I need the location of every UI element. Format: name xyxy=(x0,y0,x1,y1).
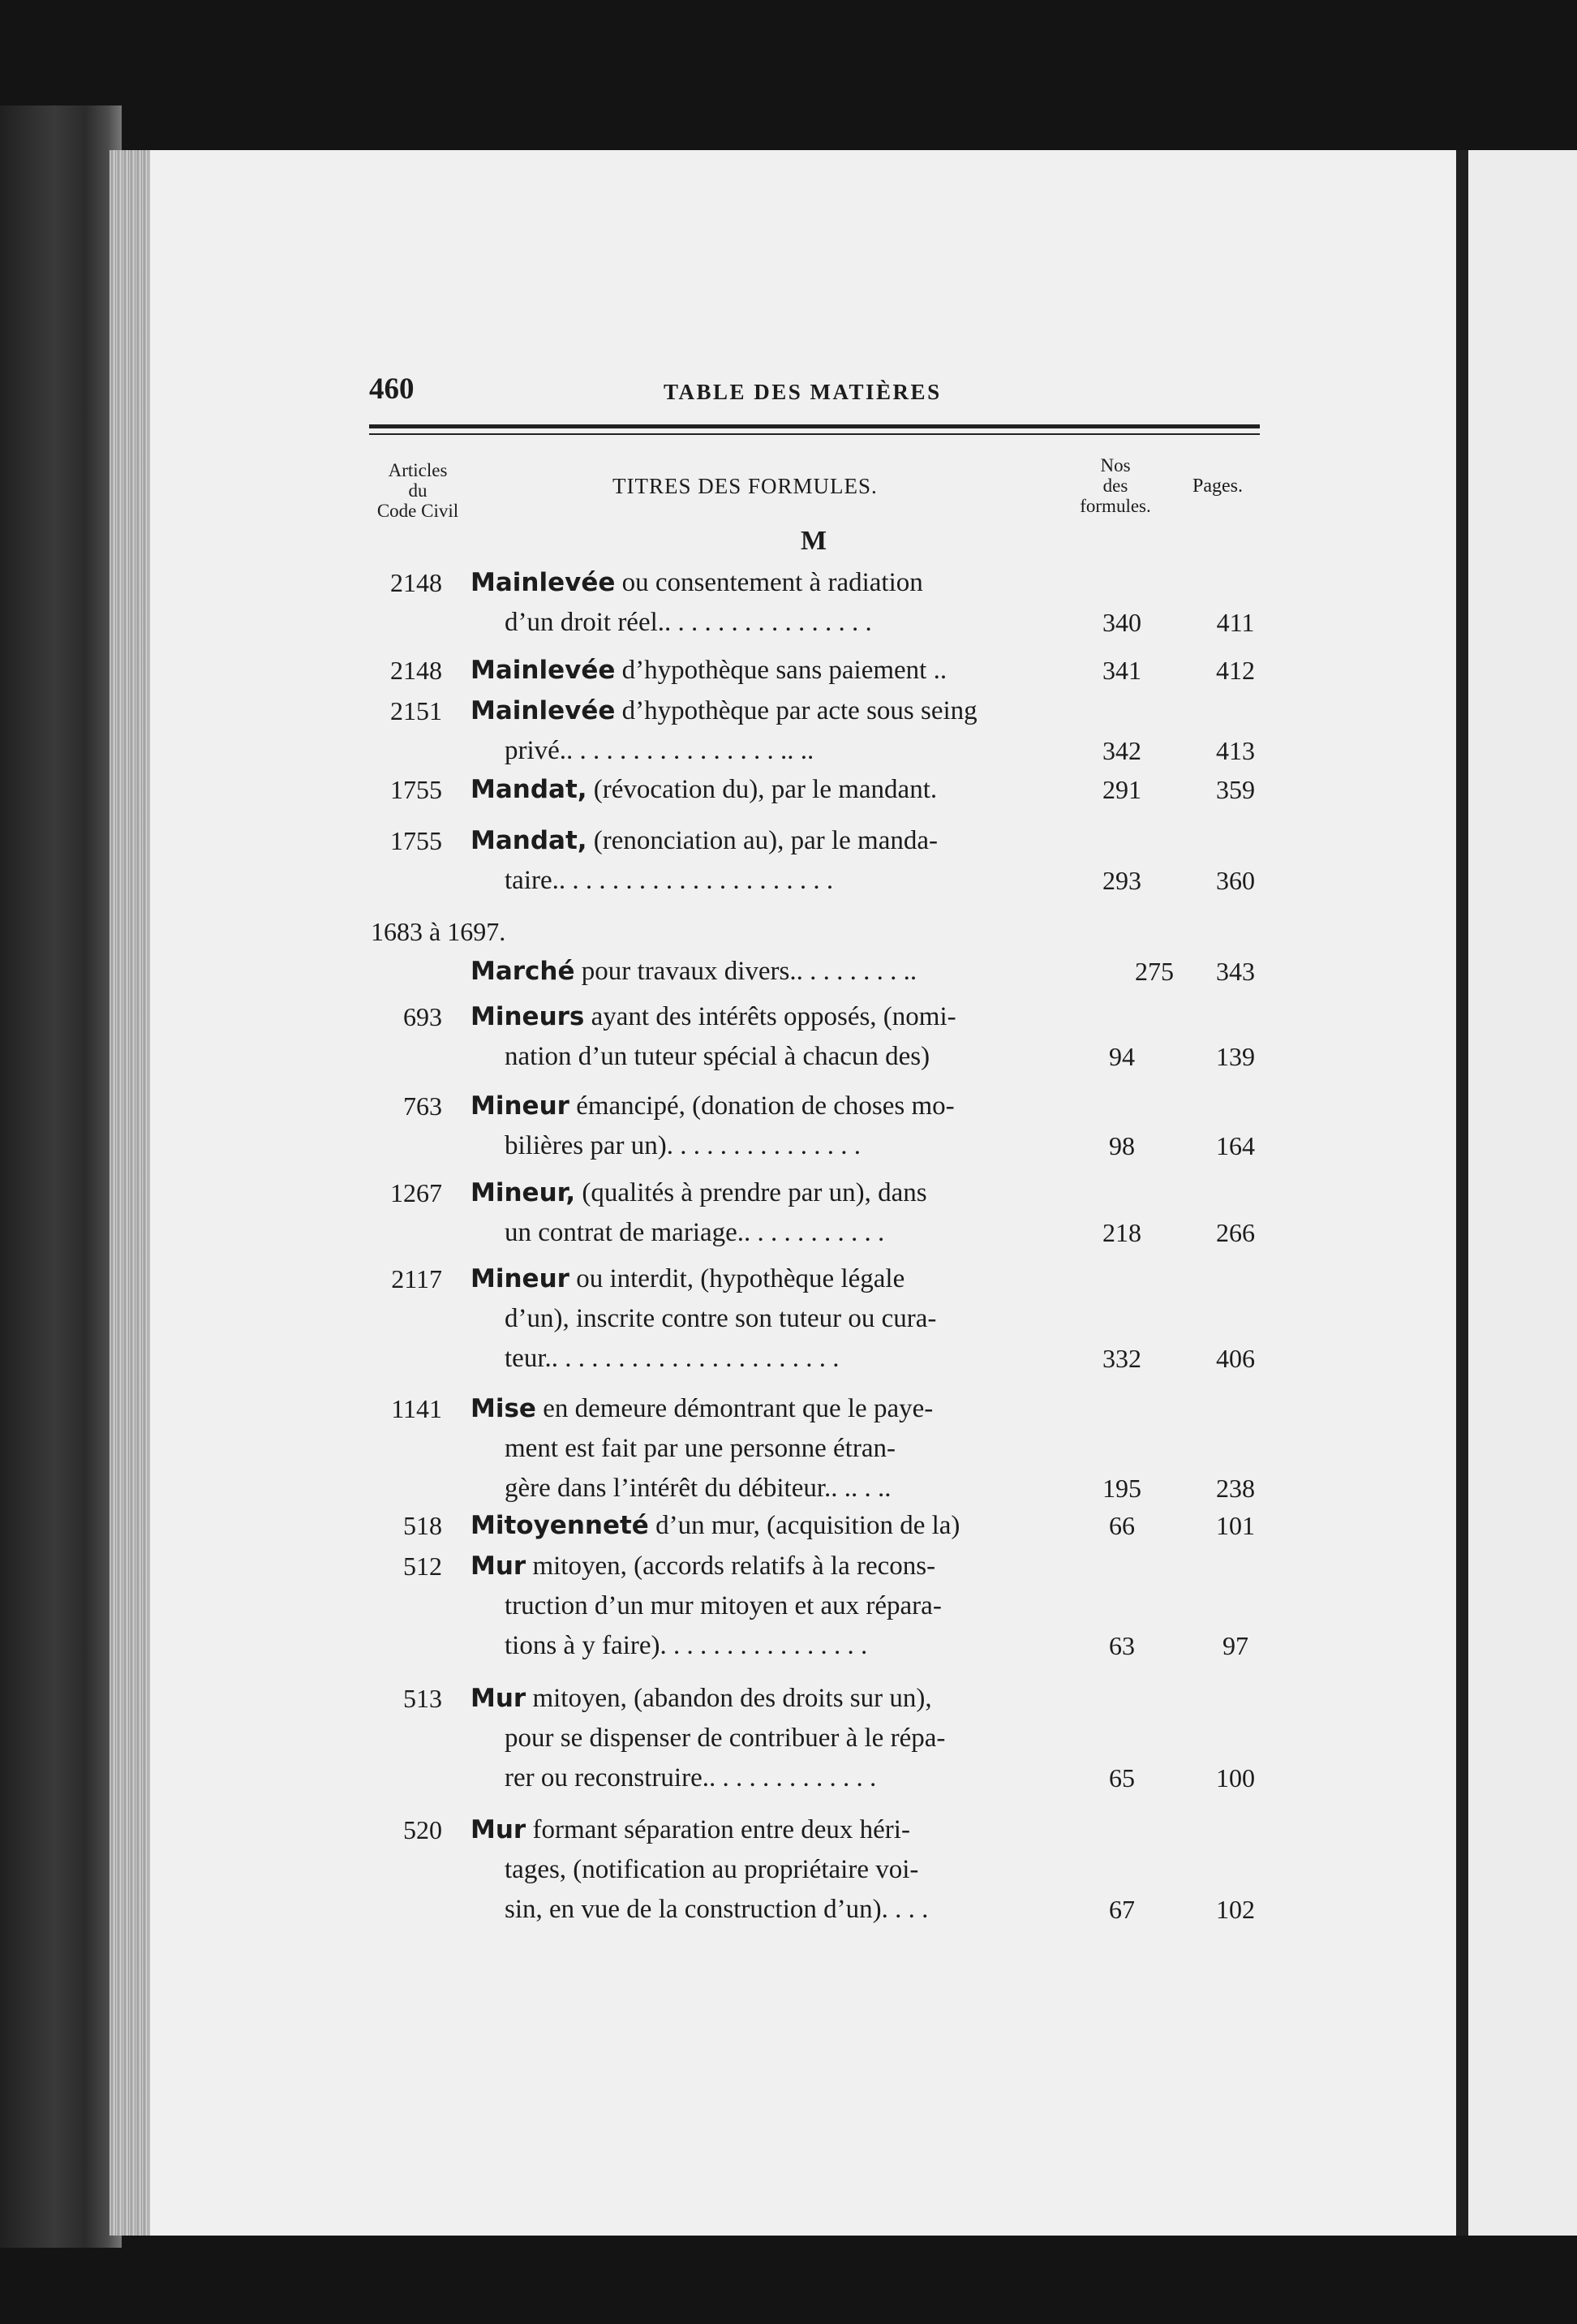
entry-page-number: 406 xyxy=(1216,1344,1255,1373)
entry-title-line: Mineur ou interdit, (hypothèque légale xyxy=(471,1264,905,1293)
entry-article-number: 1267 xyxy=(390,1178,442,1207)
entry-keyword: Mainlevée xyxy=(471,568,616,597)
entry-keyword: Mainlevée xyxy=(471,656,616,685)
page-number: 460 xyxy=(369,372,415,406)
entry-page-number: 343 xyxy=(1216,957,1255,986)
column-header-line: des xyxy=(1102,476,1128,496)
entry-formula-number: 332 xyxy=(1102,1344,1141,1373)
entry-formula-number: 195 xyxy=(1102,1474,1141,1503)
entry-formula-number: 67 xyxy=(1109,1895,1135,1924)
entry-article-number: 693 xyxy=(403,1002,442,1031)
entry-title-line: Mur formant séparation entre deux héri- xyxy=(471,1815,910,1844)
entry-formula-number: 66 xyxy=(1109,1511,1135,1540)
entry-continuation-line: d’un), inscrite contre son tuteur ou cura- xyxy=(505,1304,937,1333)
entry-formula-number: 98 xyxy=(1109,1131,1135,1160)
entry-page-number: 97 xyxy=(1222,1631,1248,1660)
entry-page-number: 102 xyxy=(1216,1895,1255,1924)
entry-formula-number: 218 xyxy=(1102,1218,1141,1247)
entry-page-number: 413 xyxy=(1216,736,1255,765)
entry-keyword: Mandat, xyxy=(471,775,587,804)
entry-continuation-line: rer ou reconstruire.. . . . . . . . . . . . . xyxy=(505,1763,877,1792)
entry-continuation-line: sin, en vue de la construction d’un). . . . xyxy=(505,1895,929,1924)
entry-page-number: 139 xyxy=(1216,1042,1255,1071)
entry-title-line: Mainlevée ou consentement à radiation xyxy=(471,568,923,597)
entry-formula-number: 342 xyxy=(1102,736,1141,765)
entry-page-number: 359 xyxy=(1216,775,1255,804)
column-header-pages: Pages. xyxy=(1192,476,1243,497)
entry-page-number: 164 xyxy=(1216,1131,1255,1160)
entry-keyword: Mur xyxy=(471,1551,526,1581)
entry-keyword: Mur xyxy=(471,1684,526,1713)
entry-article-number: 2148 xyxy=(390,568,442,597)
entry-article-number: 513 xyxy=(403,1684,442,1713)
column-header-line: Code Civil xyxy=(376,501,459,521)
entry-article-number: 1683 à 1697. xyxy=(371,917,506,946)
entry-keyword: Mineur xyxy=(471,1091,569,1121)
entry-article-number: 1141 xyxy=(391,1394,442,1423)
entry-continuation-line: pour se dispenser de contribuer à le répa- xyxy=(505,1724,946,1753)
entry-keyword: Mainlevée xyxy=(471,696,616,725)
entry-title-line: Marché pour travaux divers.. . . . . . . . .. xyxy=(471,957,917,986)
entry-formula-number: 340 xyxy=(1102,608,1141,637)
entry-continuation-line: truction d’un mur mitoyen et aux répara- xyxy=(505,1591,942,1620)
entry-title-line: Mitoyenneté d’un mur, (acquisition de la) xyxy=(471,1511,960,1540)
entry-formula-number: 63 xyxy=(1109,1631,1135,1660)
entry-title-line: Mainlevée d’hypothèque sans paiement .. xyxy=(471,656,947,685)
entry-article-number: 1755 xyxy=(390,775,442,804)
entry-title-line: Mur mitoyen, (abandon des droits sur un), xyxy=(471,1684,932,1713)
entry-formula-number: 275 xyxy=(1135,957,1174,986)
entry-article-number: 2117 xyxy=(391,1264,442,1293)
entry-page-number: 238 xyxy=(1216,1474,1255,1503)
entry-continuation-line: teur.. . . . . . . . . . . . . . . . . . . . . . xyxy=(505,1344,840,1373)
entry-page-number: 101 xyxy=(1216,1511,1255,1540)
entry-keyword: Mur xyxy=(471,1815,526,1844)
entry-continuation-line: tions à y faire). . . . . . . . . . . . . . . . xyxy=(505,1631,868,1660)
entry-article-number: 763 xyxy=(403,1091,442,1121)
entry-keyword: Mise xyxy=(471,1394,536,1423)
entry-article-number: 2151 xyxy=(390,696,442,725)
entry-page-number: 360 xyxy=(1216,866,1255,895)
entry-title-line: Mandat, (révocation du), par le mandant. xyxy=(471,775,938,804)
entry-formula-number: 94 xyxy=(1109,1042,1135,1071)
entry-continuation-line: un contrat de mariage.. . . . . . . . . . . xyxy=(505,1218,885,1247)
entry-continuation-line: bilières par un). . . . . . . . . . . . . . . xyxy=(505,1131,862,1160)
entry-continuation-line: privé.. . . . . . . . . . . . . . . . .. .. xyxy=(505,736,814,765)
running-title: TABLE DES MATIÈRES xyxy=(664,380,942,404)
entry-page-number: 266 xyxy=(1216,1218,1255,1247)
column-header-line: Nos xyxy=(1100,455,1131,476)
entry-article-number: 520 xyxy=(403,1815,442,1844)
entry-title-line: Mandat, (renonciation au), par le manda- xyxy=(471,826,939,855)
entry-page-number: 100 xyxy=(1216,1763,1255,1792)
entry-keyword: Mineur, xyxy=(471,1178,576,1207)
entry-keyword: Mitoyenneté xyxy=(471,1511,649,1540)
entry-title-line: Mainlevée d’hypothèque par acte sous seing xyxy=(471,696,978,725)
column-header-line: formules. xyxy=(1080,496,1151,516)
entry-formula-number: 293 xyxy=(1102,866,1141,895)
entry-keyword: Mineurs xyxy=(471,1002,585,1031)
entry-article-number: 518 xyxy=(403,1511,442,1540)
entry-title-line: Mur mitoyen, (accords relatifs à la recons- xyxy=(471,1551,936,1581)
entry-title-line: Mineur émancipé, (donation de choses mo- xyxy=(471,1091,955,1121)
column-header-line: Articles xyxy=(388,460,448,480)
column-header-line: du xyxy=(408,480,428,501)
entry-continuation-line: nation d’un tuteur spécial à chacun des) xyxy=(505,1042,930,1071)
entry-continuation-line: tages, (notification au propriétaire voi- xyxy=(505,1855,919,1884)
entry-article-number: 2148 xyxy=(390,656,442,685)
entry-keyword: Mineur xyxy=(471,1264,569,1293)
entry-page-number: 412 xyxy=(1216,656,1255,685)
entry-formula-number: 291 xyxy=(1102,775,1141,804)
entry-continuation-line: ment est fait par une personne étran- xyxy=(505,1434,896,1463)
entry-formula-number: 65 xyxy=(1109,1763,1135,1792)
entry-continuation-line: d’un droit réel.. . . . . . . . . . . . . . . . xyxy=(505,608,872,637)
entry-continuation-line: gère dans l’intérêt du débiteur.. .. . .. xyxy=(505,1474,892,1503)
entry-keyword: Mandat, xyxy=(471,826,587,855)
section-letter: M xyxy=(801,526,827,556)
entry-article-number: 1755 xyxy=(390,826,442,855)
entry-page-number: 411 xyxy=(1216,608,1255,637)
entry-article-number: 512 xyxy=(403,1551,442,1581)
entry-continuation-line: taire.. . . . . . . . . . . . . . . . . . . . . xyxy=(505,866,834,895)
entry-keyword: Marché xyxy=(471,957,575,986)
entry-title-line: Mineurs ayant des intérêts opposés, (nomi- xyxy=(471,1002,956,1031)
entry-title-line: Mise en demeure démontrant que le paye- xyxy=(471,1394,934,1423)
entry-formula-number: 341 xyxy=(1102,656,1141,685)
column-header-titres: TITRES DES FORMULES. xyxy=(612,474,878,498)
entry-title-line: Mineur, (qualités à prendre par un), dans xyxy=(471,1178,927,1207)
